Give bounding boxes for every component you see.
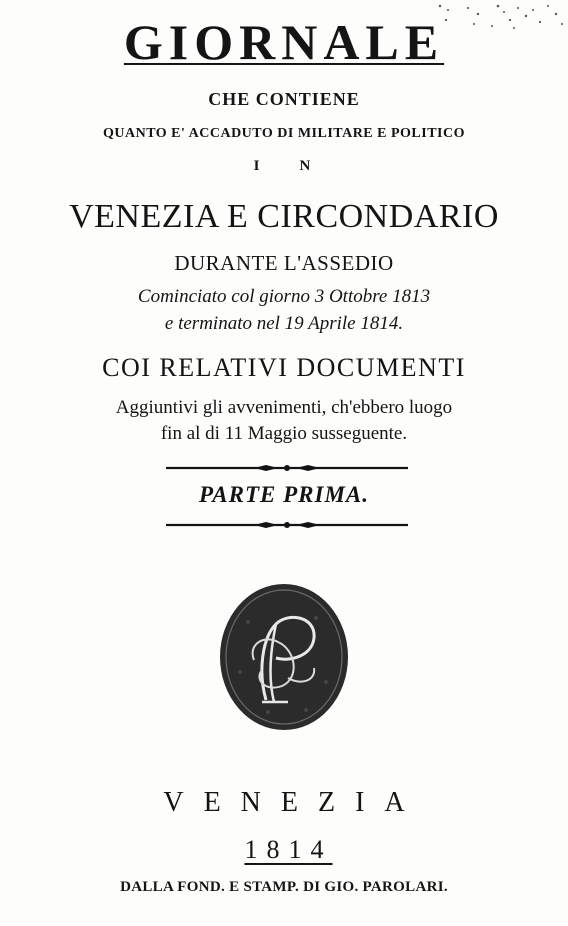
subtitle-line-2: QUANTO E' ACCADUTO DI MILITARE E POLITICO (102, 126, 465, 141)
subtitle-line-1: CHE CONTIENE (208, 89, 360, 109)
during-heading: DURANTE L'ASSEDIO (174, 251, 394, 275)
documents-heading: COI RELATIVI DOCUMENTI (102, 353, 466, 382)
page-title: GIORNALE (123, 14, 445, 70)
imprint-year: 1814 (244, 835, 333, 864)
subtitle-in-word: IN (253, 158, 351, 174)
addendum-line-1: Aggiuntivi gli avvenimenti, ch'ebbero luogo (115, 397, 453, 418)
dates-line-2: e terminato nel 19 Aprile 1814. (164, 313, 404, 334)
printer-monogram-seal (218, 582, 350, 732)
place-heading: VENEZIA E CIRCONDARIO (69, 198, 499, 235)
ornamental-rule-top (166, 462, 408, 474)
imprint-city: VENEZIA (163, 787, 425, 818)
part-heading: PARTE PRIMA. (198, 482, 370, 507)
addendum-line-2: fin al di 11 Maggio susseguente. (160, 423, 408, 444)
ornamental-rule-bottom (166, 519, 408, 531)
imprint-printer: DALLA FOND. E STAMP. DI GIO. PAROLARI. (120, 879, 448, 895)
dates-line-1: Cominciato col giorno 3 Ottobre 1813 (137, 286, 431, 307)
